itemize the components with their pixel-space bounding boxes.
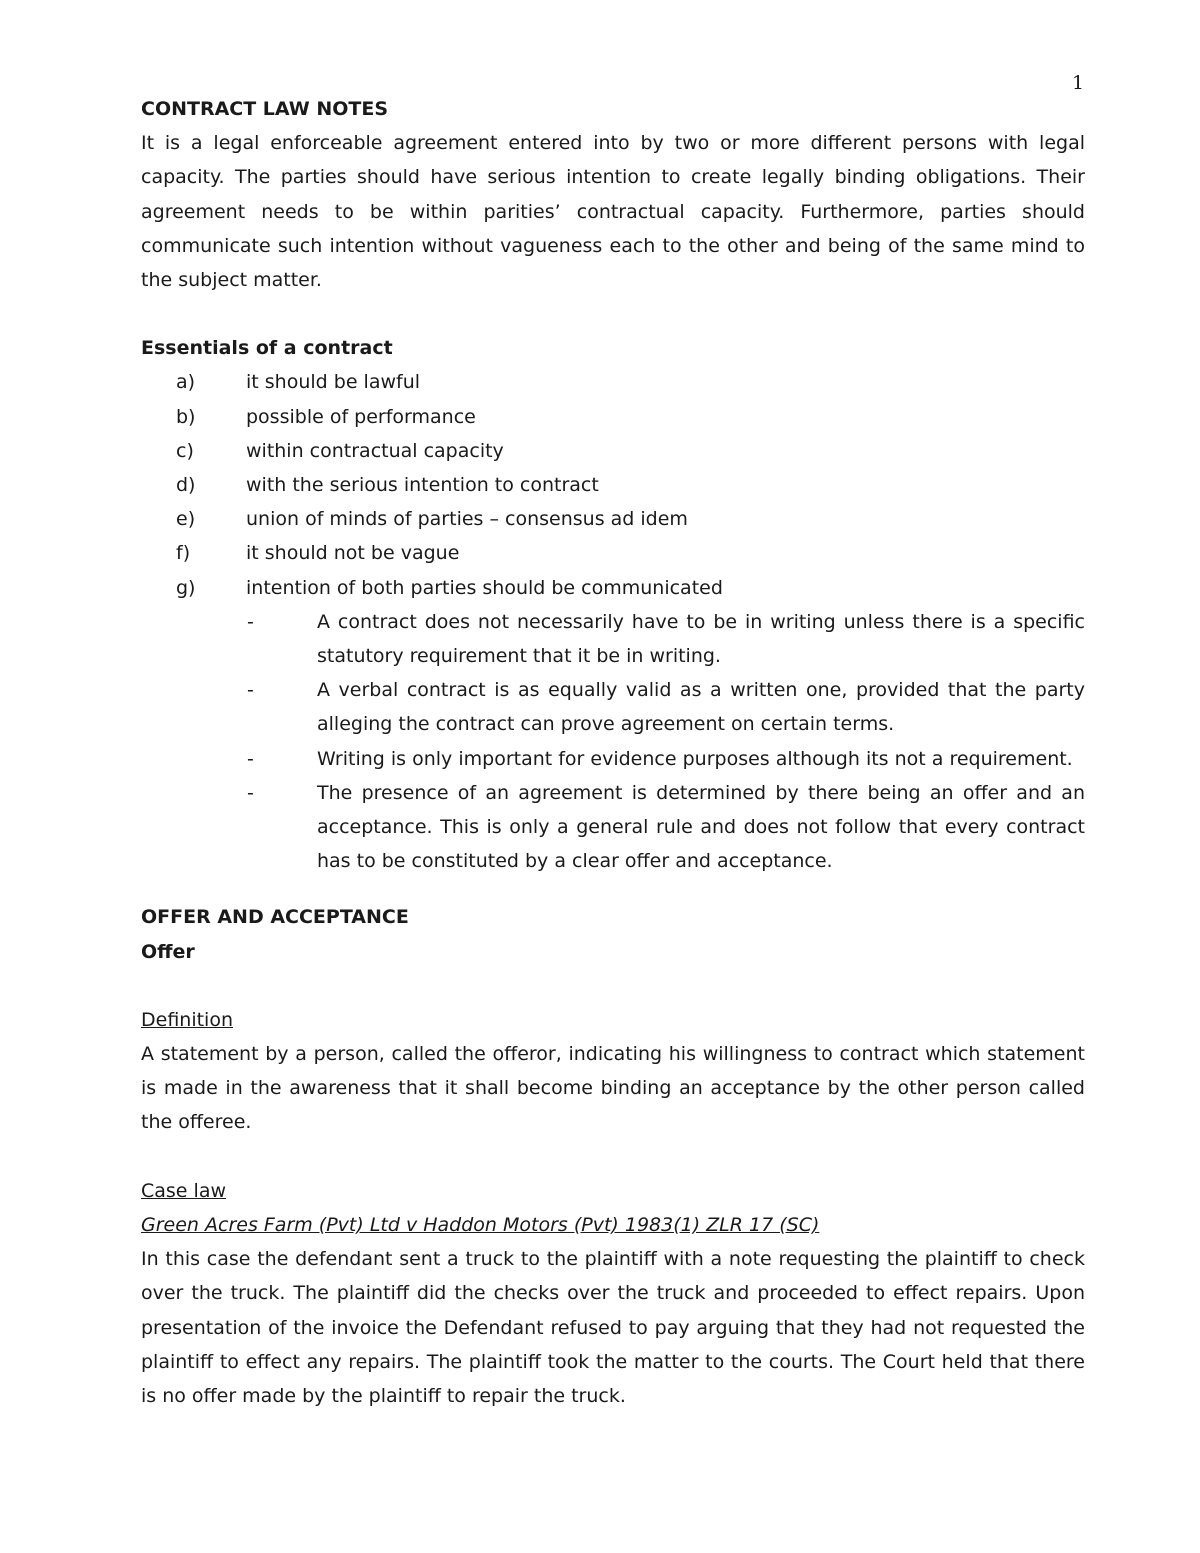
bullet-item bbox=[141, 742, 1085, 776]
definition-paragraph: A statement by a person, called the offeror, indicating his willingness to contract which statement is made in the awareness that it shall become binding an acceptance by the other person called the offeree. bbox=[141, 1043, 1085, 1134]
spacer bbox=[141, 297, 1085, 331]
list-item bbox=[141, 365, 1085, 399]
list-item-text: with the serious intention to contract bbox=[246, 474, 599, 497]
list-item-label: b) bbox=[176, 405, 196, 428]
page-number: 1 bbox=[1072, 72, 1085, 94]
case-paragraph: In this case the defendant sent a truck to the plaintiff with a note requesting the plaintiff to check over the truck. The plaintiff did the checks over the truck and proceeded to effect repairs. Upon presentation of the invoice the Defendant refused to pay arguing that they had not requested the plaintiff to effect any repairs. The plaintiff took the matter to the courts. The Court held that there is no offer made by the plaintiff to repair the truck. bbox=[141, 1248, 1085, 1407]
list-item-label: a) bbox=[176, 371, 196, 394]
list-item-text: intention of both parties should be communicated bbox=[246, 576, 723, 599]
spacer bbox=[141, 969, 1085, 1003]
document-body bbox=[141, 92, 1085, 1413]
essentials-heading: Essentials of a contract bbox=[141, 337, 393, 360]
bullet-item bbox=[141, 605, 1085, 673]
intro-paragraph: It is a legal enforceable agreement entered into by two or more different persons with legal capacity. The parties should have serious intention to create legally binding obligations. Their agreement needs to be within parities’ contractual capacity. Furthermore, parties should communicate such intention without vagueness each to the other and being of the same mind to the subject matter. bbox=[141, 132, 1085, 292]
bullet-marker: - bbox=[247, 610, 254, 633]
essentials-list bbox=[141, 365, 1085, 604]
list-item-label: c) bbox=[176, 439, 194, 462]
case-law-heading: Case law bbox=[141, 1179, 226, 1202]
list-item bbox=[141, 536, 1085, 570]
list-item-label: f) bbox=[176, 542, 191, 565]
list-item-text: possible of performance bbox=[246, 405, 476, 428]
case-title: Green Acres Farm (Pvt) Ltd v Haddon Motors (Pvt) 1983(1) ZLR 17 (SC) bbox=[141, 1213, 820, 1236]
list-item bbox=[141, 571, 1085, 605]
list-item-text: it should be lawful bbox=[246, 371, 421, 394]
bullet-text: Writing is only important for evidence purposes although its not a requirement. bbox=[317, 747, 1073, 770]
list-item-text: it should not be vague bbox=[246, 542, 460, 565]
bullet-item bbox=[141, 776, 1085, 879]
bullet-marker: - bbox=[247, 679, 254, 702]
bullet-marker: - bbox=[247, 747, 254, 770]
list-item-label: g) bbox=[176, 576, 196, 599]
spacer bbox=[141, 1140, 1085, 1174]
essentials-bullets bbox=[141, 605, 1085, 879]
list-item-text: within contractual capacity bbox=[246, 439, 504, 462]
list-item-label: d) bbox=[176, 474, 196, 497]
list-item bbox=[141, 434, 1085, 468]
list-item bbox=[141, 468, 1085, 502]
bullet-marker: - bbox=[247, 781, 254, 804]
bullet-text: The presence of an agreement is determined by there being an offer and an acceptance. This is only a general rule and does not follow that every contract has to be constituted by a clear offer and acceptance. bbox=[317, 781, 1085, 873]
offer-acceptance-heading: OFFER AND ACCEPTANCE bbox=[141, 906, 409, 929]
definition-heading: Definition bbox=[141, 1008, 234, 1031]
bullet-item bbox=[141, 673, 1085, 741]
list-item bbox=[141, 400, 1085, 434]
list-item-label: e) bbox=[176, 508, 196, 531]
list-item bbox=[141, 502, 1085, 536]
bullet-text: A contract does not necessarily have to be in writing unless there is a specific statutory requirement that it be in writing. bbox=[317, 610, 1085, 668]
bullet-text: A verbal contract is as equally valid as a written one, provided that the party alleging the contract can prove agreement on certain terms. bbox=[317, 679, 1085, 736]
offer-subheading: Offer bbox=[141, 940, 195, 963]
list-item-text: union of minds of parties – consensus ad idem bbox=[246, 508, 688, 531]
document-title: CONTRACT LAW NOTES bbox=[141, 98, 389, 120]
spacer bbox=[141, 878, 1085, 900]
